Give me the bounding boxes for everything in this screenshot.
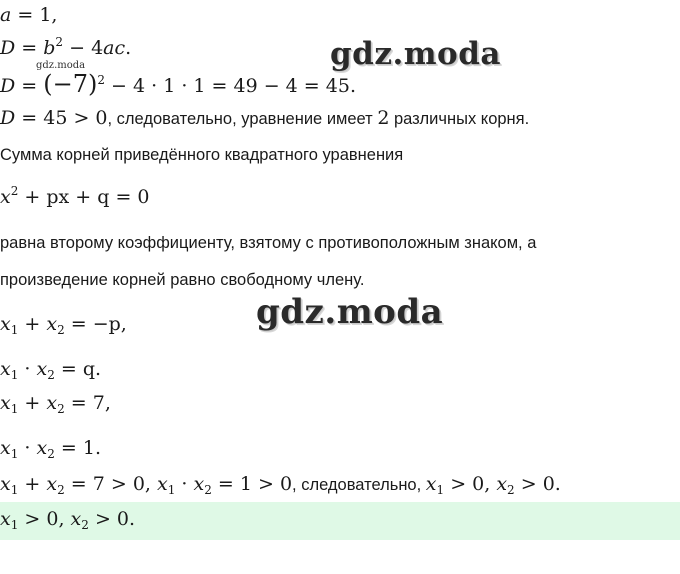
line-vieta-rule-1: равна второму коэффициенту, взятому с противоположным знаком, а	[0, 234, 537, 252]
line-vieta-intro: Сумма корней приведённого квадратного уравнения	[0, 146, 404, 164]
line-vieta-rule-2: произведение корней равно свободному члену.	[0, 271, 365, 289]
line-discriminant-conclusion: D = 45 > 0, следовательно, уравнение имеет 2 различных корня.	[0, 107, 530, 129]
line-product-value: $x_1 \cdot x_2 = 1$.	[0, 437, 101, 461]
watermark-logo-middle: gdz.moda	[256, 292, 444, 332]
line-sum-value: $x_1 + x_2 = 7$,	[0, 392, 111, 416]
line-a-equals: a = 1,	[0, 4, 58, 26]
line-discriminant-formula: $D = b^2 - 4ac$.	[0, 35, 132, 59]
line-final-answer: $x_1 > 0$, $x_2 > 0$.	[0, 508, 136, 532]
line-reduced-quadratic: $x^2$ + px + q = 0	[0, 184, 150, 208]
watermark-small: gdz.moda	[36, 60, 86, 71]
watermark-logo-top: gdz.moda	[330, 36, 501, 72]
line-sum-general: $x_1 + x_2 = -p$,	[0, 313, 127, 337]
line-product-general: $x_1 \cdot x_2 = q$.	[0, 358, 102, 382]
line-discriminant-value: $D = (-7)^2 - 4 \cdot 1 \cdot 1 = 49 - 4 = 45$.	[0, 70, 356, 98]
line-sign-conclusion: $x_1 + x_2 = 7 > 0$, $x_1 \cdot x_2 = 1 > 0$, следовательно, $x_1 > 0$, $x_2 > 0$.	[0, 473, 561, 497]
